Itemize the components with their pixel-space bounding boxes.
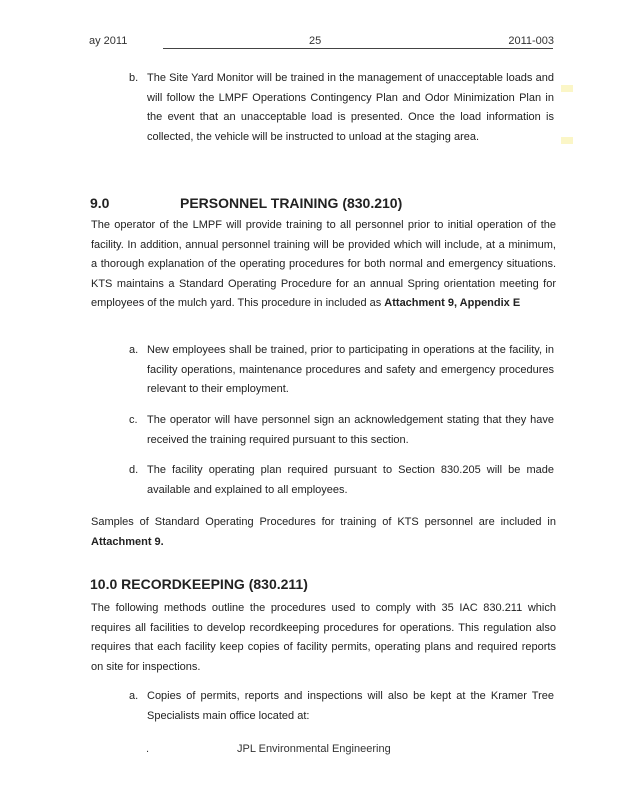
list-marker: a. bbox=[129, 344, 139, 356]
list-item-text: Copies of permits, reports and inspections will also be kept at the Kramer Tree Specialists main office located at: bbox=[147, 690, 554, 722]
samples-paragraph bbox=[91, 513, 556, 552]
section-intro-paragraph: The following methods outline the procedures used to comply with 35 IAC 830.211 which requires all facilities to develop recordkeeping procedures for operations. This regulation also requires that each facility keep copies of facility permits, operating plans and required reports on site for inspections. bbox=[91, 602, 556, 673]
list-marker: a. bbox=[129, 690, 139, 702]
paragraph-text: Samples of Standard Operating Procedures for training of KTS personnel are included in bbox=[91, 516, 556, 528]
section-number: 9.0 bbox=[90, 195, 110, 211]
list-marker: d. bbox=[129, 464, 139, 476]
footer-text: JPL Environmental Engineering bbox=[237, 743, 391, 755]
section-title: 10.0 RECORDKEEPING (830.211) bbox=[90, 576, 308, 592]
header-rule bbox=[163, 48, 553, 49]
section-title: PERSONNEL TRAINING (830.210) bbox=[180, 195, 403, 211]
attachment-reference: Attachment 9, Appendix E bbox=[384, 297, 521, 309]
footer-mark: . bbox=[146, 743, 150, 755]
list-item-text: The facility operating plan required pursuant to Section 830.205 will be made available and explained to all employees. bbox=[147, 464, 554, 496]
header-date: ay 2011 bbox=[89, 35, 128, 47]
list-marker: c. bbox=[129, 414, 138, 426]
paragraph-text: The operator of the LMPF will provide training to all personnel prior to initial operation of the facility. In addition, annual personnel training will be provided which will include, at a minimum, a thorough explanation of the operating procedures for both normal and emergency situations. KTS maintains a Standard Operating Procedure for an annual Spring orientation meeting for employees of the mulch yard. This procedure in included as bbox=[91, 219, 556, 309]
scan-highlight bbox=[561, 137, 573, 144]
list-marker: b. bbox=[129, 72, 139, 84]
header-page-number: 25 bbox=[309, 35, 322, 47]
attachment-reference: Attachment 9. bbox=[91, 535, 164, 548]
scan-highlight bbox=[561, 85, 573, 92]
header-doc-number: 2011-003 bbox=[508, 35, 554, 47]
list-item-text: New employees shall be trained, prior to participating in operations at the facility, in facility operations, maintenance procedures and safety and emergency procedures relevant to their employment. bbox=[147, 344, 554, 395]
section-intro-paragraph bbox=[91, 216, 556, 314]
list-item-text: The Site Yard Monitor will be trained in the management of unacceptable loads and will follow the LMPF Operations Contingency Plan and Odor Minimization Plan in the event that an unacceptable load is presented. Once the load information is collected, the vehicle will be instructed to unload at the staging area. bbox=[147, 72, 554, 143]
list-item-text: The operator will have personnel sign an acknowledgement stating that they have received the training required pursuant to this section. bbox=[147, 414, 554, 446]
